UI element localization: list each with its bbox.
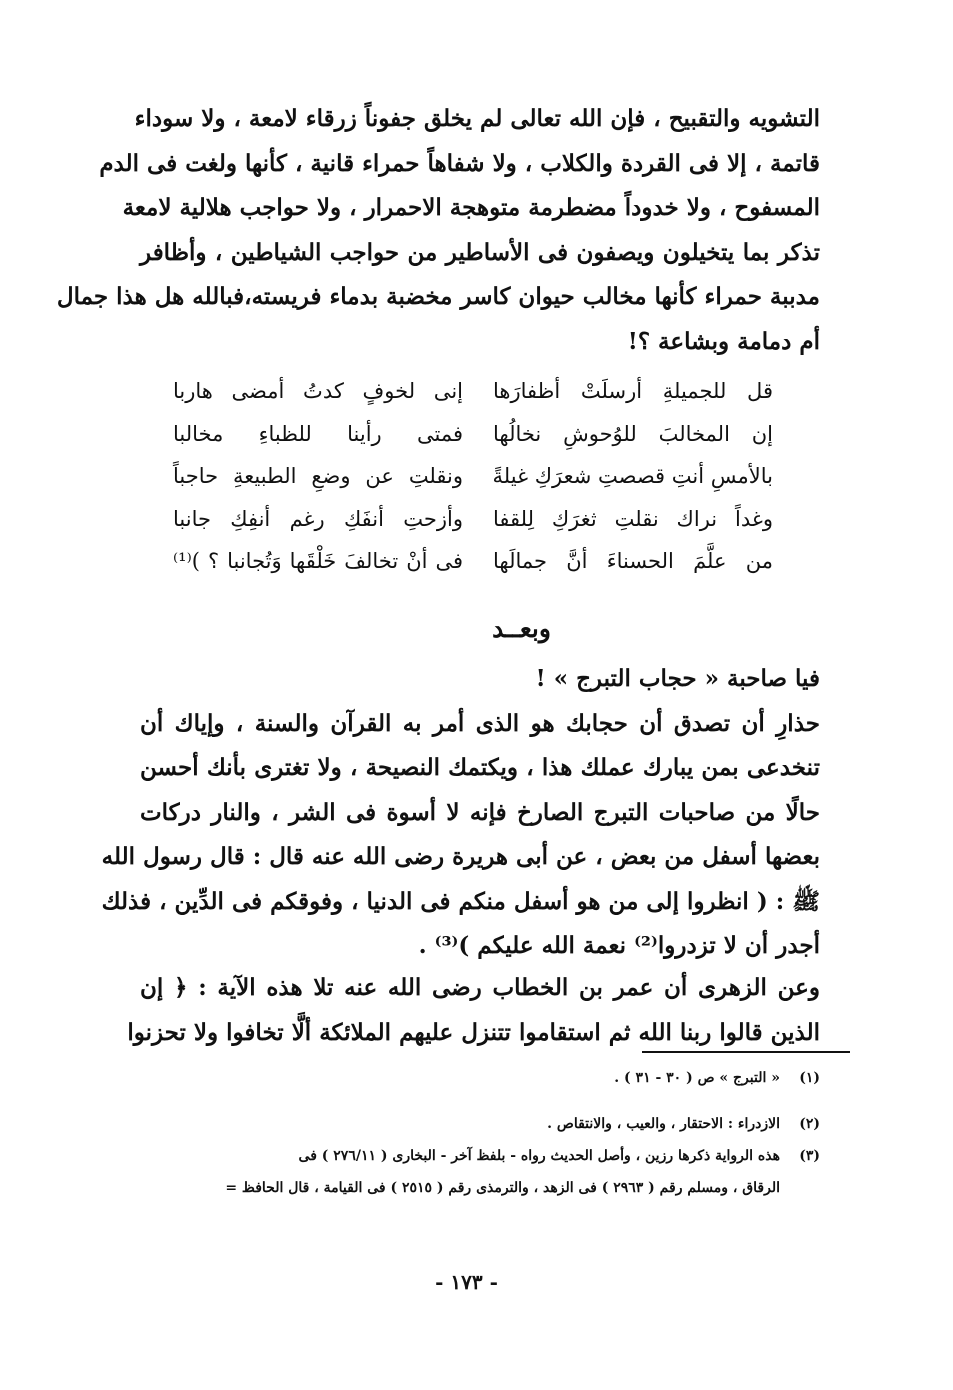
poem-second-hemistich: فمتى رأينا للظباءِ مخالبا [173,421,463,446]
footnote-text: الازدراء : الاحتقار ، والعيب ، والانتقاص . [547,1116,780,1132]
poem [173,370,773,583]
poem-verse [173,540,773,583]
text-line: تذكر بما يتخيلون ويصفون فى الأساطير من حواجب الشياطين ، وأظافر [140,238,820,266]
text-line: أجدر أن لا تزدروا⁽²⁾ نعمة الله عليكم )⁽³⁾ . [418,932,820,959]
poem-first-hemistich: إن المخالبَ للوُحوشِ نخالُها [493,421,773,446]
poem-verse [173,370,773,413]
poem-first-hemistich: قل للجميلةِ أرسلَتْ أظفارَها [493,379,773,403]
section-heading: وبعــد [492,614,551,643]
page-number: - ١٧٣ - [435,1270,498,1294]
text-line: فيا صاحبة « حجاب التبرج » ! [535,665,820,692]
footnote-continuation: الرقاق ، ومسلم رقم ( ٢٩٦٣ ) فى الزهد ، والترمذى رقم ( ٢٥١٥ ) فى القيامة ، قال الحافظ = [225,1180,780,1196]
footnote-divider [642,1051,850,1053]
poem-first-hemistich: بالأمسِ أنتِ قصصتِ شعرَكِ غيلةً [492,464,773,488]
footnote-text: هذه الرواية ذكرها رزين ، وأصل الحديث رواه - بلفظ آخر - البخارى ( ٢٧٦/١١ ) فى [298,1148,780,1164]
poem-second-hemistich: ونقلتِ عن وضعِ الطبيعةِ حاجباً [173,464,463,488]
text-line: أم دمامة وبشاعة ؟! [627,327,820,355]
paragraph-1 [56,97,820,364]
footnote-number: (١) [799,1070,820,1086]
text-line: وعن الزهرى أن عمر بن الخطاب رضى الله عنه تلا هذه الآية : ﴿ إن [140,974,820,1001]
poem-first-hemistich: وغداً نراك نقلتِ ثغرَكِ لِلقفا [493,506,773,531]
footnote [130,1062,820,1094]
poem-verse [173,455,773,498]
text-line: التشويه والتقبيح ، فإن الله تعالى لم يخلق جفوناً زرقاء لامعة ، ولا سوداء [134,105,820,132]
footnote-number: (٢) [799,1116,820,1132]
poem-second-hemistich: إنى لخوفٍ كدتُ أمضى هاربا [173,379,463,403]
poem-first-hemistich: من علَّمَ الحسناءَ أنَّ جمالَها [493,549,773,573]
footnote [130,1140,820,1172]
footnotes [130,1062,820,1204]
poem-verse [173,498,773,541]
text-line: بعضها أسفل من بعض ، عن أبى هريرة رضى الله عنه قال : قال رسول الله [101,843,820,870]
text-line: حالًا من صاحبات التبرج الصارخ فإنه لا أسوة فى الشر ، والنار دركات [140,798,820,826]
paragraph-2 [101,657,820,969]
poem-second-hemistich: فى أنْ تخالفَ خَلْقَها وَتُجانبا ؟ )⁽¹⁾ [173,549,463,573]
footnote-text: « التبرج » ص ( ٣٠ - ٣١ ) . [614,1070,780,1086]
poem-verse [173,413,773,456]
text-line: تنخدعى بمن يبارك عملك هذا ، ويكتمك النصيحة ، ولا تغترى بأنك أحسن [140,754,820,781]
text-line: الذين قالوا ربنا الله ثم استقاموا تتنزل عليهم الملائكة ألَّا تخافوا ولا تحزنوا [127,1018,820,1046]
footnote [130,1108,820,1140]
text-line: ﷺ : ( انظروا إلى من هو أسفل منكم فى الدنيا ، وفوقكم فى الدِّين ، فذلك [101,887,820,915]
footnote-number: (٣) [799,1148,820,1164]
text-line: قاتمة ، إلا فى القردة والكلاب ، ولا شفاهاً حمراء قانية ، كأنها ولغت فى الدم [99,149,820,177]
text-line: مدببة حمراء كأنها مخالب حيوان كاسر مخضبة بدماء فريسته،فبالله هل هذا جمال [56,283,820,310]
text-line: المسفوح ، ولا خدوداً مضطرمة متوهجة الاحمرار ، ولا حواجب هلالية لامعة [122,194,820,221]
text-line: حذارِ أن تصدق أن حجابك هو الذى أمر به القرآن والسنة ، وإياك أن [140,709,820,737]
paragraph-3 [127,966,820,1055]
poem-second-hemistich: وأزحتِ أنفَكِ رغم أنفِكِ جانبا [173,506,463,531]
